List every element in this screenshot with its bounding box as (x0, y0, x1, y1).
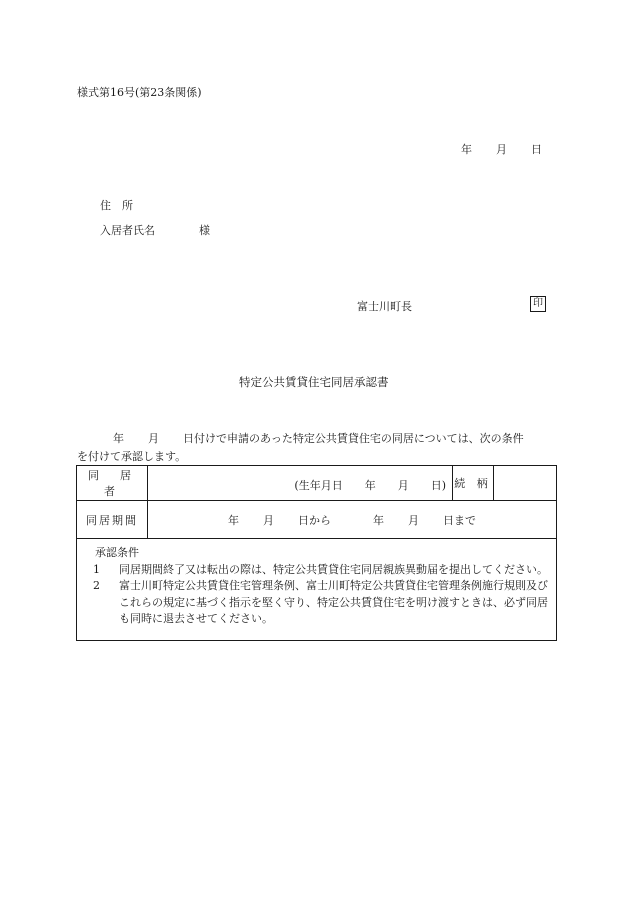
condition-text: 富士川町特定公共賃貸住宅管理条例、富士川町特定公共賃貸住宅管理条例施行規則及びこれらの規定に基づく指示を堅く守り、特定公共賃貸住宅を明け渡すときは、必ず同居も同時に退去させてください。 (119, 579, 548, 625)
body-text-part1: 日付けで申請のあった特定公共賃貸住宅の同居については、次の条件 (183, 432, 524, 445)
condition-item (81, 578, 548, 628)
birth-date (294, 477, 446, 493)
date-month-label: 月 (496, 143, 507, 156)
body-text (77, 430, 561, 466)
period-field[interactable] (148, 501, 557, 539)
birth-date-open: (生年月日 (294, 479, 343, 492)
date-year-label: 年 (461, 143, 472, 156)
honorific: 様 (199, 224, 210, 237)
approval-table (76, 465, 557, 641)
birth-year-label: 年 (364, 479, 376, 492)
period-row (77, 501, 557, 539)
date-line (461, 141, 542, 157)
address-label: 住 所 (100, 199, 133, 212)
cohabitant-field[interactable] (148, 466, 453, 501)
period-to-day: 日まで (443, 513, 476, 527)
period-label: 同居期間 (77, 501, 148, 539)
condition-number: 1 (93, 562, 100, 576)
cohabitant-label: 同 居 者 (77, 466, 148, 501)
period-from-month: 月 (263, 513, 274, 527)
resident-name-label: 入居者氏名 (100, 224, 155, 237)
condition-text: 同居期間終了又は転出の際は、特定公共賃貸住宅同居親族異動届を提出してください。 (119, 562, 548, 576)
cohabitant-row (77, 466, 557, 501)
conditions-row (77, 539, 557, 641)
relationship-label: 続 柄 (453, 466, 494, 501)
relationship-field[interactable] (494, 466, 557, 501)
birth-month-label: 月 (397, 479, 409, 492)
period-from-day: 日から (298, 513, 331, 527)
period-to-month: 月 (408, 513, 419, 527)
period-from-year: 年 (228, 513, 239, 527)
date-day-label: 日 (531, 143, 542, 156)
conditions-title: 承認条件 (95, 546, 139, 559)
issuer-title: 富士川町長 (357, 300, 412, 313)
document-title: 特定公共賃貸住宅同居承認書 (239, 375, 389, 389)
birth-day-label: 日) (430, 479, 446, 492)
form-number: 様式第16号(第23条関係) (77, 86, 202, 99)
body-text-part2: を付けて承認します。 (77, 450, 187, 463)
period-to-year: 年 (373, 513, 384, 527)
body-month-label: 月 (148, 432, 159, 445)
conditions-cell (77, 539, 557, 641)
body-year-label: 年 (113, 432, 124, 445)
condition-number: 2 (93, 579, 100, 592)
seal-mark: 印 (530, 296, 546, 312)
resident-name-row (100, 222, 210, 238)
condition-item (81, 562, 548, 579)
